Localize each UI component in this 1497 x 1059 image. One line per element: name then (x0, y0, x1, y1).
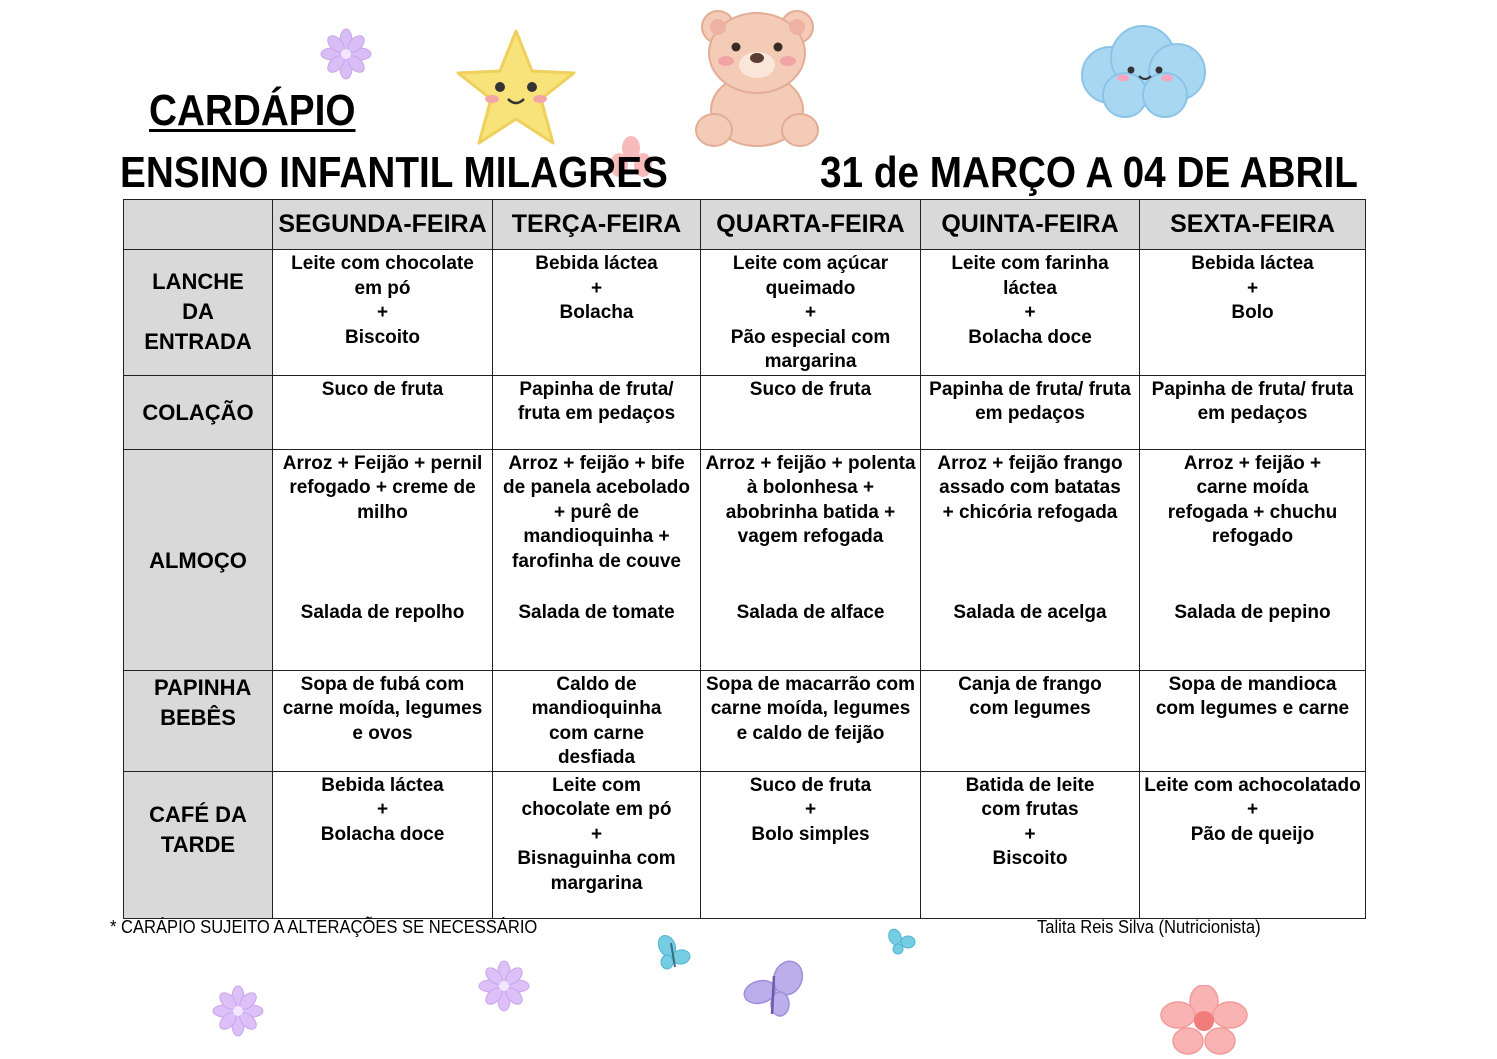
menu-item: Leite com achocolatado (1144, 774, 1361, 796)
menu-item: Arroz + feijão + bife de panela acebolado + purê de mandioquinha + farofinha de couve (503, 452, 690, 572)
day-header: SEGUNDA-FEIRA (273, 200, 493, 250)
meal-label: CAFÉ DA TARDE (124, 771, 273, 918)
menu-item: Suco de fruta (749, 774, 872, 796)
menu-item: Papinha de fruta/ fruta em pedaços (1151, 378, 1354, 424)
menu-cell (701, 670, 921, 771)
menu-item: Canja de frango com legumes (958, 673, 1102, 719)
menu-cell (273, 670, 493, 771)
menu-item: Bolo (1231, 302, 1274, 323)
salad-item: Salada de repolho (300, 602, 465, 623)
meal-label: COLAÇÃO (124, 375, 273, 449)
menu-item: Batida de leite com frutas (965, 774, 1095, 820)
teddy-bear-icon (690, 5, 825, 150)
menu-cell (701, 250, 921, 376)
menu-item: Caldo de mandioquinha com carne desfiada (531, 673, 662, 768)
menu-cell (273, 449, 493, 670)
date-range: 31 de MARÇO A 04 DE ABRIL (820, 148, 1358, 197)
menu-item: Sopa de mandioca com legumes e carne (1155, 673, 1350, 719)
menu-cell (921, 670, 1140, 771)
plus-sign: + (376, 799, 389, 820)
menu-item: Bolacha doce (968, 326, 1092, 348)
menu-item: Bolo simples (751, 823, 870, 845)
nutritionist-signature: Talita Reis Silva (Nutricionista) (1037, 917, 1261, 937)
menu-cell (493, 449, 701, 670)
menu-item: Bebida láctea (321, 774, 444, 796)
menu-item: Arroz + Feijão + pernil refogado + creme de milho (282, 452, 483, 523)
day-header: QUARTA-FEIRA (701, 200, 921, 250)
menu-cell (921, 375, 1140, 449)
plus-sign: + (590, 823, 603, 845)
menu-item: Sopa de fubá com carne moída, legumes e ovos (282, 673, 483, 744)
lilac-flower-icon (212, 985, 264, 1037)
salad-item: Salada de pepino (1174, 602, 1331, 623)
menu-cell (493, 250, 701, 376)
menu-item: Pão especial com margarina (730, 326, 891, 372)
menu-item: Biscoito (992, 848, 1068, 869)
menu-cell (1140, 375, 1366, 449)
plus-sign: + (1246, 277, 1259, 299)
menu-cell (921, 449, 1140, 670)
plus-sign: + (1024, 823, 1036, 845)
day-header: SEXTA-FEIRA (1140, 200, 1366, 250)
plus-sign: + (1246, 799, 1259, 820)
corner-cell (124, 200, 273, 250)
menu-item: Bebida láctea (535, 253, 658, 274)
menu-item: Leite com farinha láctea (951, 253, 1109, 299)
menu-cell (273, 375, 493, 449)
menu-item: Bolacha doce (320, 823, 445, 845)
menu-item: Papinha de fruta/ fruta em pedaços (517, 378, 676, 424)
lilac-flower-icon (478, 960, 530, 1012)
plus-sign: + (1024, 302, 1036, 323)
menu-cell (493, 670, 701, 771)
menu-item: Arroz + feijão frango assado com batatas + chicória refogada (937, 452, 1123, 523)
butterfly-icon (886, 928, 918, 956)
butterfly-icon (740, 958, 808, 1020)
footnote: * CARÁPIO SUJEITO A ALTERAÇÕES SE NECESSÁRIO (110, 917, 538, 937)
plus-sign: + (804, 799, 817, 820)
menu-item: Arroz + feijão + polenta à bolonhesa + abobrinha batida + vagem refogada (705, 452, 916, 547)
menu-cell (1140, 771, 1366, 918)
menu-item: Leite com chocolate em pó (291, 253, 474, 299)
meal-label: ALMOÇO (124, 449, 273, 670)
menu-cell (701, 449, 921, 670)
menu-cell (921, 771, 1140, 918)
menu-item: Suco de fruta (749, 378, 872, 400)
plus-sign: + (590, 277, 603, 299)
star-icon (452, 25, 580, 153)
menu-item: Arroz + feijão + carne moída refogada + chuchu refogado (1167, 452, 1338, 547)
salad-item: Salada de tomate (518, 602, 675, 623)
meal-label: LANCHE DA ENTRADA (124, 250, 273, 376)
menu-cell (273, 250, 493, 376)
menu-table (123, 199, 1366, 919)
menu-item: Leite com chocolate em pó (521, 774, 672, 820)
cloud-icon (1075, 20, 1213, 120)
meal-row (124, 670, 1366, 771)
days-header-row (124, 200, 1366, 250)
menu-item: Papinha de fruta/ fruta em pedaços (929, 378, 1131, 424)
pink-flower-icon (1160, 985, 1248, 1055)
menu-cell (493, 771, 701, 918)
salad-item: Salada de acelga (953, 602, 1107, 623)
menu-cell (493, 375, 701, 449)
salad-item: Salada de alface (736, 602, 885, 623)
page-title: CARDÁPIO (149, 86, 356, 135)
meal-row (124, 250, 1366, 376)
meal-row (124, 375, 1366, 449)
menu-item: Bisnaguinha com margarina (517, 848, 676, 894)
menu-item: Pão de queijo (1190, 823, 1315, 845)
menu-item: Suco de fruta (321, 378, 444, 400)
menu-item: Biscoito (345, 326, 420, 348)
menu-cell (921, 250, 1140, 376)
school-name: ENSINO INFANTIL MILAGRES (120, 148, 668, 197)
menu-item: Bolacha (559, 302, 634, 323)
plus-sign: + (804, 302, 817, 323)
menu-cell (1140, 250, 1366, 376)
menu-cell (701, 771, 921, 918)
plus-sign: + (376, 302, 389, 323)
menu-cell (1140, 449, 1366, 670)
lilac-flower-icon (320, 28, 372, 80)
menu-item: Leite com açúcar queimado (732, 253, 889, 299)
menu-cell (273, 771, 493, 918)
menu-cell (701, 375, 921, 449)
day-header: TERÇA-FEIRA (493, 200, 701, 250)
menu-item: Bebida láctea (1191, 253, 1314, 274)
butterfly-icon (655, 933, 695, 973)
day-header: QUINTA-FEIRA (921, 200, 1140, 250)
menu-cell (1140, 670, 1366, 771)
menu-item: Sopa de macarrão com carne moída, legumes e caldo de feijão (705, 673, 916, 744)
meal-row (124, 771, 1366, 918)
meal-row (124, 449, 1366, 670)
meal-label: PAPINHA BEBÊS (124, 670, 273, 771)
